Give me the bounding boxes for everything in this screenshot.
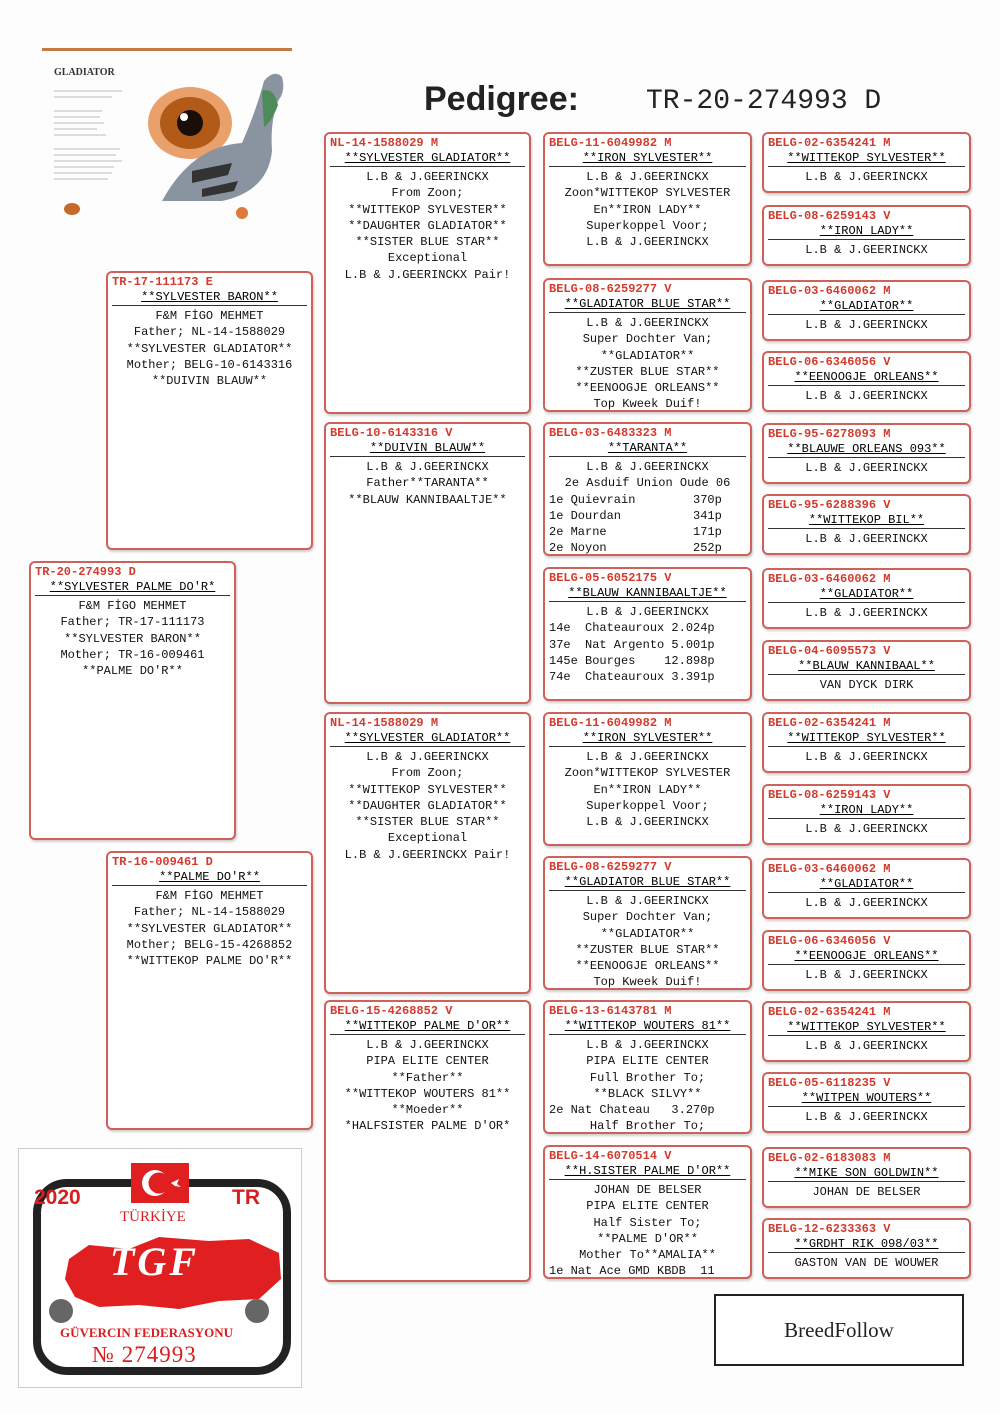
- card-line: **ZUSTER BLUE STAR**: [575, 942, 720, 957]
- card-line: **SYLVESTER BARON**: [64, 631, 201, 646]
- card-line: **WITTEKOP WOUTERS 81**: [344, 1086, 511, 1101]
- pedigree-card: [543, 132, 752, 266]
- card-line: Mother; BELG-10-6143316: [126, 357, 293, 372]
- stamp-country-code: TR: [232, 1186, 260, 1209]
- card-ring-number: BELG-14-6070514 V: [549, 1149, 672, 1163]
- card-bird-name: **GRDHT RIK 098/03**: [768, 1237, 965, 1253]
- card-line: **GLADIATOR**: [600, 926, 695, 941]
- card-line: 2e Nat Chateau 3.270p: [549, 1103, 715, 1118]
- card-line: Exceptional: [387, 831, 468, 846]
- pedigree-card: [543, 278, 752, 412]
- card-line: **BLACK SILVY**: [593, 1086, 702, 1101]
- card-line: L.B & J.GEERINCKX: [805, 1039, 928, 1053]
- card-ring-number: BELG-08-6259143 V: [768, 209, 891, 223]
- card-line: **SISTER BLUE STAR**: [355, 235, 500, 250]
- pedigree-title: Pedigree:: [424, 80, 579, 118]
- pedigree-card: [543, 856, 752, 990]
- card-line: L.B & J.GEERINCKX: [366, 170, 489, 184]
- pedigree-card: [543, 567, 752, 701]
- card-line: **WITTEKOP PALME DO'R**: [126, 954, 293, 969]
- card-line: **EENOOGJE ORLEANS**: [575, 959, 720, 974]
- card-bird-name: **GLADIATOR**: [768, 587, 965, 603]
- card-line: F&M FİGO MEHMET: [155, 309, 264, 323]
- breedfollow-label: BreedFollow: [784, 1317, 894, 1342]
- card-ring-number: BELG-12-6233363 V: [768, 1222, 891, 1236]
- card-line: PIPA ELITE CENTER: [366, 1054, 489, 1069]
- card-line: PIPA ELITE CENTER: [586, 1199, 709, 1214]
- card-line: L.B & J.GEERINCKX: [805, 461, 928, 475]
- card-line: L.B & J.GEERINCKX: [805, 243, 928, 257]
- card-line: **Father**: [391, 1070, 464, 1085]
- card-line: L.B & J.GEERINCKX: [805, 389, 928, 403]
- pedigree-card: [324, 132, 531, 414]
- stamp-year: 2020: [34, 1186, 81, 1209]
- stamp-tgf: TGF: [110, 1239, 199, 1284]
- card-line: F&M FİGO MEHMET: [78, 599, 187, 613]
- card-ring-number: BELG-03-6460062 M: [768, 862, 891, 876]
- card-bird-name: **IRON SYLVESTER**: [549, 731, 746, 747]
- card-line: L.B & J.GEERINCKX Pair!: [344, 847, 511, 862]
- card-line: **DAUGHTER GLADIATOR**: [348, 798, 507, 813]
- card-line: Top Kweek Duif!: [593, 975, 702, 990]
- pedigree-card: [324, 1000, 531, 1282]
- card-bird-name: **WITTEKOP SYLVESTER**: [768, 1020, 965, 1036]
- card-bird-name: **SYLVESTER GLADIATOR**: [330, 731, 525, 747]
- pedigree-card: [543, 712, 752, 846]
- card-line: **SYLVESTER GLADIATOR**: [126, 921, 293, 936]
- card-ring-number: BELG-02-6183083 M: [768, 1151, 891, 1165]
- card-line: 14e Chateauroux 2.024p: [549, 621, 715, 636]
- card-line: *HALFSISTER PALME D'OR*: [344, 1119, 511, 1134]
- card-line: L.B & J.GEERINCKX: [586, 815, 709, 830]
- card-bird-name: **WITTEKOP BIL**: [768, 513, 965, 529]
- card-line: Half Sister To;: [593, 1215, 702, 1230]
- card-bird-name: **SYLVESTER GLADIATOR**: [330, 151, 525, 167]
- card-line: L.B & J.GEERINCKX: [366, 750, 489, 764]
- card-line: L.B & J.GEERINCKX: [805, 750, 928, 764]
- card-line: Exceptional: [387, 251, 468, 266]
- card-ring-number: BELG-04-6095573 V: [768, 644, 891, 658]
- card-ring-number: BELG-95-6278093 M: [768, 427, 891, 441]
- pedigree-card: [543, 1145, 752, 1279]
- pedigree-card: [762, 423, 971, 484]
- card-line: **DUIVIN BLAUW**: [151, 374, 268, 389]
- card-bird-name: **BLAUW KANNIBAALTJE**: [549, 586, 746, 602]
- pedigree-card: [762, 712, 971, 773]
- stamp-federation: GÜVERCIN FEDERASYONU: [60, 1325, 233, 1340]
- card-bird-name: **DUIVIN BLAUW**: [330, 441, 525, 457]
- card-line: L.B & J.GEERINCKX: [586, 750, 709, 764]
- card-bird-name: **WITPEN WOUTERS**: [768, 1091, 965, 1107]
- card-bird-name: **EENOOGJE ORLEANS**: [768, 370, 965, 386]
- card-ring-number: BELG-06-6346056 V: [768, 355, 891, 369]
- card-line: L.B & J.GEERINCKX: [586, 460, 709, 474]
- card-ring-number: BELG-10-6143316 V: [330, 426, 453, 440]
- card-line: L.B & J.GEERINCKX: [805, 1110, 928, 1124]
- card-ring-number: TR-16-009461 D: [112, 855, 213, 869]
- card-line: Mother; TR-16-009461: [60, 647, 205, 662]
- card-ring-number: BELG-03-6460062 M: [768, 284, 891, 298]
- card-line: Zoon*WITTEKOP SYLVESTER: [564, 766, 731, 781]
- card-bird-name: **SYLVESTER PALME DO'R*: [35, 580, 230, 596]
- card-line: Full Brother To;: [589, 1070, 706, 1085]
- card-line: L.B & J.GEERINCKX: [805, 532, 928, 546]
- card-ring-number: BELG-05-6052175 V: [549, 571, 672, 585]
- pedigree-card: [543, 1000, 752, 1134]
- card-bird-name: **TARANTA**: [549, 441, 746, 457]
- pedigree-card: [762, 205, 971, 266]
- card-line: **ZUSTER BLUE STAR**: [575, 364, 720, 379]
- stamp-number: № 274993: [92, 1342, 197, 1367]
- pedigree-card: [762, 1072, 971, 1133]
- card-line: L.B & J.GEERINCKX: [586, 170, 709, 184]
- pedigree-card: [324, 712, 531, 994]
- card-bird-name: **EENOOGJE ORLEANS**: [768, 949, 965, 965]
- card-line: L.B & J.GEERINCKX: [805, 968, 928, 982]
- card-line: **WITTEKOP SYLVESTER**: [348, 202, 507, 217]
- pedigree-card: [762, 1147, 971, 1208]
- card-line: 74e Chateauroux 3.391p: [549, 670, 715, 685]
- card-ring-number: BELG-02-6354241 M: [768, 136, 891, 150]
- card-line: **PALME D'OR**: [597, 1231, 698, 1246]
- card-line: Super Dochter Van;: [582, 332, 713, 347]
- card-bird-name: **MIKE SON GOLDWIN**: [768, 1166, 965, 1182]
- pedigree-card: [762, 568, 971, 629]
- card-line: Super Dochter Van;: [582, 910, 713, 925]
- card-bird-name: **WITTEKOP SYLVESTER**: [768, 151, 965, 167]
- pedigree-card: [762, 930, 971, 991]
- card-line: L.B & J.GEERINCKX: [586, 605, 709, 619]
- card-line: VAN DYCK DIRK: [819, 678, 914, 692]
- pedigree-card: [762, 1218, 971, 1279]
- card-bird-name: **IRON SYLVESTER**: [549, 151, 746, 167]
- card-line: L.B & J.GEERINCKX: [366, 460, 489, 474]
- gladiator-logo: [42, 48, 292, 221]
- card-line: Zoon*WITTEKOP SYLVESTER: [564, 186, 731, 201]
- card-line: Father; TR-17-111173: [60, 615, 205, 630]
- pedigree-card: [324, 422, 531, 704]
- card-line: **BLAUW KANNIBAALTJE**: [348, 492, 507, 507]
- card-ring-number: BELG-05-6118235 V: [768, 1076, 891, 1090]
- pedigree-card: [106, 851, 313, 1130]
- card-line: L.B & J.GEERINCKX Pair!: [344, 267, 511, 282]
- card-ring-number: TR-17-111173 E: [112, 275, 213, 289]
- pedigree-card: [543, 422, 752, 556]
- card-line: L.B & J.GEERINCKX: [366, 1038, 489, 1052]
- card-line: JOHAN DE BELSER: [812, 1185, 921, 1199]
- card-line: F&M FİGO MEHMET: [155, 889, 264, 903]
- card-line: **PALME DO'R**: [82, 664, 183, 679]
- card-line: 1e Quievrain 370p: [549, 492, 722, 507]
- card-line: Top Kweek Duif!: [593, 397, 702, 412]
- card-ring-number: BELG-13-6143781 M: [549, 1004, 672, 1018]
- card-line: **Moeder**: [391, 1103, 464, 1118]
- card-bird-name: **IRON LADY**: [768, 224, 965, 240]
- card-line: Father; NL-14-1588029: [133, 905, 286, 920]
- card-line: **GLADIATOR**: [600, 348, 695, 363]
- card-bird-name: **WITTEKOP WOUTERS 81**: [549, 1019, 746, 1035]
- pedigree-card: [762, 280, 971, 341]
- card-line: Father**TARANTA**: [366, 476, 489, 491]
- card-ring-number: BELG-08-6259143 V: [768, 788, 891, 802]
- card-bird-name: **BLAUW KANNIBAAL**: [768, 659, 965, 675]
- card-ring-number: BELG-02-6354241 M: [768, 1005, 891, 1019]
- card-ring-number: BELG-08-6259277 V: [549, 860, 672, 874]
- card-ring-number: BELG-03-6483323 M: [549, 426, 672, 440]
- card-bird-name: **H.SISTER PALME D'OR**: [549, 1164, 746, 1180]
- card-line: L.B & J.GEERINCKX: [805, 170, 928, 184]
- pedigree-card: [762, 1001, 971, 1062]
- pedigree-card: [106, 271, 313, 550]
- card-ring-number: BELG-08-6259277 V: [549, 282, 672, 296]
- card-line: Father; NL-14-1588029: [133, 325, 286, 340]
- card-line: L.B & J.GEERINCKX: [805, 896, 928, 910]
- card-line: JOHAN DE BELSER: [593, 1183, 702, 1197]
- card-line: **SYLVESTER GLADIATOR**: [126, 341, 293, 356]
- pedigree-card: [762, 784, 971, 845]
- card-bird-name: **GLADIATOR**: [768, 299, 965, 315]
- card-line: L.B & J.GEERINCKX: [586, 894, 709, 908]
- card-line: **WITTEKOP SYLVESTER**: [348, 782, 507, 797]
- card-line: Half Brother To;: [589, 1119, 706, 1134]
- stamp-country: TÜRKİYE: [120, 1209, 186, 1225]
- card-line: L.B & J.GEERINCKX: [805, 822, 928, 836]
- card-line: From Zoon;: [391, 766, 464, 781]
- card-line: GASTON VAN DE WOUWER: [794, 1256, 939, 1270]
- card-bird-name: **IRON LADY**: [768, 803, 965, 819]
- card-bird-name: **GLADIATOR BLUE STAR**: [549, 875, 746, 891]
- card-line: 145e Bourges 12.898p: [549, 653, 715, 668]
- pedigree-card: [29, 561, 236, 840]
- card-bird-name: **PALME DO'R**: [112, 870, 307, 886]
- pedigree-card: [762, 351, 971, 412]
- card-line: 2e Marne 171p: [549, 525, 722, 540]
- logo-label: GLADIATOR: [54, 67, 115, 78]
- pedigree-ring-number: TR-20-274993 D: [646, 86, 882, 117]
- pigeon-photo-icon: [42, 51, 292, 221]
- card-line: L.B & J.GEERINCKX: [586, 1038, 709, 1052]
- card-line: 1e Nat Ace GMD KBDB 11: [549, 1264, 715, 1279]
- card-ring-number: TR-20-274993 D: [35, 565, 136, 579]
- card-ring-number: BELG-15-4268852 V: [330, 1004, 453, 1018]
- card-ring-number: BELG-06-6346056 V: [768, 934, 891, 948]
- card-ring-number: BELG-95-6288396 V: [768, 498, 891, 512]
- card-line: 2e Noyon 252p: [549, 541, 722, 556]
- card-ring-number: BELG-11-6049982 M: [549, 716, 672, 730]
- card-line: **SISTER BLUE STAR**: [355, 815, 500, 830]
- card-line: 2e Asduif Union Oude 06: [564, 476, 731, 491]
- card-ring-number: NL-14-1588029 M: [330, 136, 439, 150]
- card-bird-name: **SYLVESTER BARON**: [112, 290, 307, 306]
- card-bird-name: **WITTEKOP SYLVESTER**: [768, 731, 965, 747]
- card-line: 1e Dourdan 341p: [549, 508, 722, 523]
- card-line: Superkoppel Voor;: [586, 218, 709, 233]
- card-line: En**IRON LADY**: [593, 202, 702, 217]
- card-ring-number: BELG-02-6354241 M: [768, 716, 891, 730]
- pedigree-card: [762, 640, 971, 701]
- card-line: L.B & J.GEERINCKX: [805, 606, 928, 620]
- card-line: Superkoppel Voor;: [586, 798, 709, 813]
- breedfollow-box: [714, 1294, 964, 1366]
- card-bird-name: **BLAUWE ORLEANS 093**: [768, 442, 965, 458]
- card-line: PIPA ELITE CENTER: [586, 1054, 709, 1069]
- card-ring-number: BELG-03-6460062 M: [768, 572, 891, 586]
- card-line: 37e Nat Argento 5.001p: [549, 637, 715, 652]
- card-line: Mother; BELG-15-4268852: [126, 937, 293, 952]
- card-line: From Zoon;: [391, 186, 464, 201]
- card-line: L.B & J.GEERINCKX: [586, 235, 709, 250]
- card-bird-name: **GLADIATOR BLUE STAR**: [549, 297, 746, 313]
- pedigree-card: [762, 858, 971, 919]
- card-ring-number: BELG-11-6049982 M: [549, 136, 672, 150]
- card-line: En**IRON LADY**: [593, 782, 702, 797]
- card-line: **DAUGHTER GLADIATOR**: [348, 218, 507, 233]
- card-bird-name: **GLADIATOR**: [768, 877, 965, 893]
- card-bird-name: **WITTEKOP PALME D'OR**: [330, 1019, 525, 1035]
- card-line: L.B & J.GEERINCKX: [805, 318, 928, 332]
- pedigree-card: [762, 132, 971, 193]
- pedigree-card: [762, 494, 971, 555]
- card-ring-number: NL-14-1588029 M: [330, 716, 439, 730]
- card-line: L.B & J.GEERINCKX: [586, 316, 709, 330]
- card-line: Mother To**AMALIA**: [579, 1248, 716, 1263]
- card-line: **EENOOGJE ORLEANS**: [575, 381, 720, 396]
